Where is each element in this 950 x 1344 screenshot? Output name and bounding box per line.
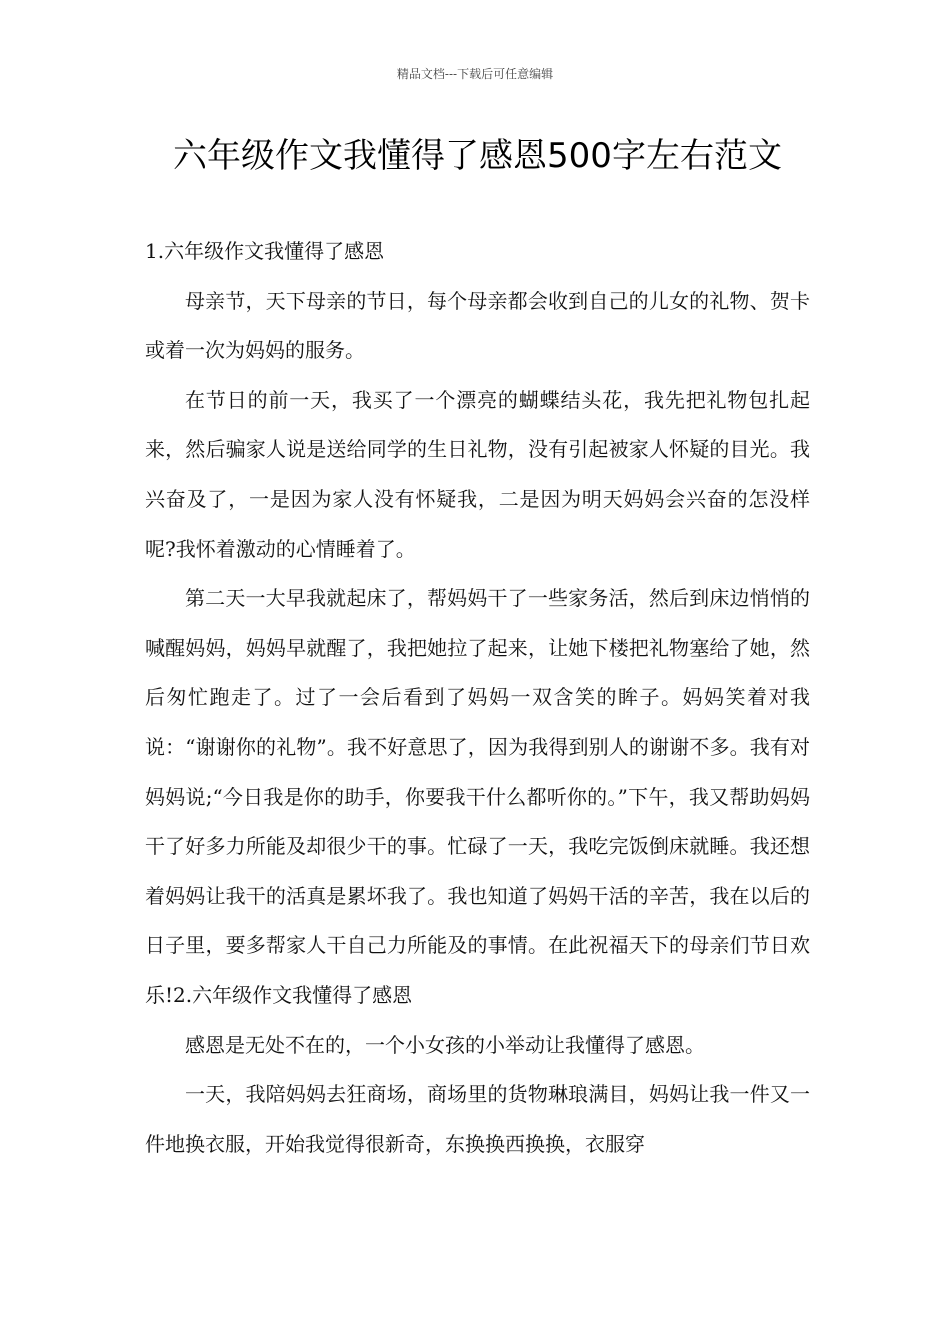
document-body — [145, 227, 810, 1169]
paragraph: 母亲节，天下母亲的节日，每个母亲都会收到自己的儿女的礼物、贺卡或着一次为妈妈的服务。 — [145, 288, 810, 363]
document-title: 六年级作文我懂得了感恩500字左右范文 — [173, 136, 782, 176]
paragraph: 在节日的前一天，我买了一个漂亮的蝴蝶结头花，我先把礼物包扎起来，然后骗家人说是送给同学的生日礼物，没有引起被家人怀疑的目光。我兴奋及了，一是因为家人没有怀疑我，二是因为明天妈妈会兴奋的怎没样呢?我怀着激动的心情睡着了。 — [145, 387, 810, 561]
section-heading-1: 1.六年级作文我懂得了感恩 — [145, 239, 385, 263]
paragraph: 一天，我陪妈妈去狂商场，商场里的货物琳琅满目，妈妈让我一件又一件地换衣服，开始我觉得很新奇，东换换西换换，衣服穿 — [145, 1082, 810, 1156]
page-header: 精品文档---下载后可任意编辑 — [396, 67, 554, 81]
paragraph: 感恩是无处不在的，一个小女孩的小举动让我懂得了感恩。 — [185, 1032, 705, 1057]
paragraph: 第二天一大早我就起床了，帮妈妈干了一些家务活，然后到床边悄悄的喊醒妈妈，妈妈早就醒了，我把她拉了起来，让她下楼把礼物塞给了她，然后匆忙跑走了。过了一会后看到了妈妈一双含笑的眸子。妈妈笑着对我说：“谢谢你的礼物”。我不好意思了，因为我得到别人的谢谢不多。我有对妈妈说;“今日我是你的助手，你要我干什么都听你的。”下午，我又帮助妈妈干了好多力所能及却很少干的事。忙碌了一天，我吃完饭倒床就睡。我还想着妈妈让我干的活真是累坏我了。我也知道了妈妈干活的辛苦，我在以后的日子里，要多帮家人干自己力所能及的事情。在此祝福天下的母亲们节日欢乐!2.六年级作文我懂得了感恩 — [145, 586, 810, 1007]
